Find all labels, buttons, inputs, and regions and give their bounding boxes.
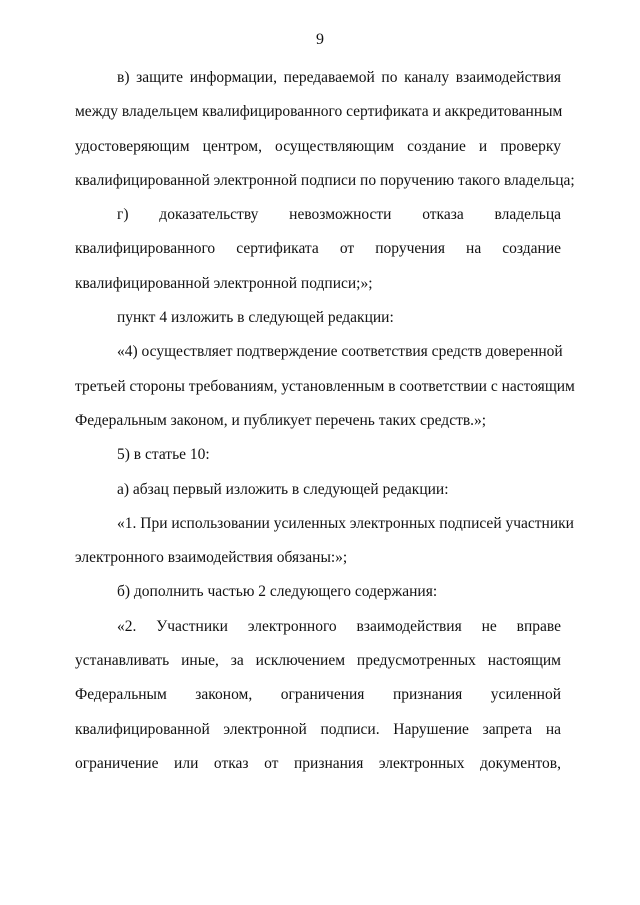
text-line: г) доказательству невозможности отказа владельца bbox=[117, 206, 561, 224]
text-line: квалифицированной электронной подписи по поручению такого владельца; bbox=[75, 171, 575, 189]
text-line: «1. При использовании усиленных электронных подписей участники bbox=[117, 514, 574, 532]
text-line: квалифицированной электронной подписи;»; bbox=[75, 274, 373, 292]
text-line: удостоверяющим центром, осуществляющим создание и проверку bbox=[75, 137, 561, 155]
text-line: «4) осуществляет подтверждение соответствия средств доверенной bbox=[117, 343, 563, 361]
text-line: устанавливать иные, за исключением предусмотренных настоящим bbox=[75, 652, 561, 670]
text-line: пункт 4 изложить в следующей редакции: bbox=[117, 309, 394, 327]
text-line: б) дополнить частью 2 следующего содержания: bbox=[117, 583, 438, 601]
text-line: Федеральным законом, ограничения признания усиленной bbox=[75, 686, 561, 704]
text-line: электронного взаимодействия обязаны:»; bbox=[75, 549, 348, 567]
text-line: «2. Участники электронного взаимодействия не вправе bbox=[117, 617, 561, 635]
text-line: квалифицированной электронной подписи. Нарушение запрета на bbox=[75, 720, 561, 738]
text-line: ограничение или отказ от признания электронных документов, bbox=[75, 754, 561, 772]
text-line: между владельцем квалифицированного сертификата и аккредитованным bbox=[75, 103, 563, 121]
text-line: а) абзац первый изложить в следующей редакции: bbox=[117, 480, 449, 498]
text-line: третьей стороны требованиям, установленным в соответствии с настоящим bbox=[75, 377, 575, 395]
text-line: в) защите информации, передаваемой по каналу взаимодействия bbox=[117, 69, 561, 86]
page-number: 9 bbox=[316, 31, 324, 48]
text-line: 5) в статье 10: bbox=[117, 446, 210, 464]
text-line: квалифицированного сертификата от поручения на создание bbox=[75, 240, 561, 258]
text-line: Федеральным законом, и публикует перечень таких средств.»; bbox=[75, 411, 487, 429]
document-body bbox=[75, 67, 575, 787]
